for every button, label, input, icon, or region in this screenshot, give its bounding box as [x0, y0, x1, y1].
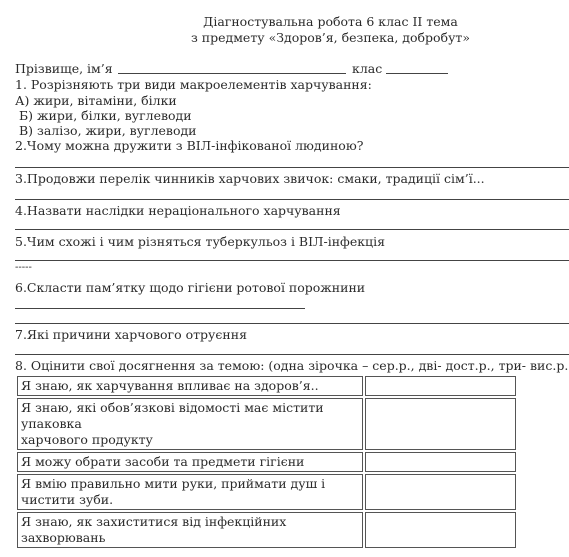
statement-line: упаковка — [21, 416, 82, 431]
name-label: Прізвище, ім’я — [15, 61, 113, 76]
statement-line: Я вмію правильно мити руки, приймати душ і — [21, 476, 326, 491]
class-label: клас — [352, 61, 383, 76]
worksheet-subtitle: з предмету «Здоров’я, безпека, добробут» — [190, 30, 470, 45]
statement-line: Я знаю, як харчування впливає на здоров’я.. — [21, 378, 319, 393]
statement-cell — [17, 398, 363, 450]
table-row — [17, 398, 516, 450]
question-1: 1. Розрізняють три види макроелементів харчування: — [15, 77, 372, 92]
statement-line: Я знаю, які обов’язкові відомості має містити — [21, 400, 324, 415]
answer-line-7[interactable] — [15, 354, 569, 355]
name-field-line[interactable] — [118, 73, 346, 74]
rating-cell[interactable] — [365, 512, 516, 548]
statement-cell — [17, 512, 363, 548]
question-1-option-c: В) залізо, жири, вуглеводи — [19, 123, 197, 138]
question-3: 3.Продовжи перелік чинників харчових звичок: смаки, традиції сім’ї... — [15, 171, 485, 186]
answer-line-3[interactable] — [15, 199, 569, 200]
answer-line-2[interactable] — [15, 167, 569, 168]
statement-line: чистити зуби. — [21, 492, 114, 507]
question-2: 2.Чому можна дружити з ВІЛ-інфікованої людиною? — [15, 138, 364, 153]
rating-cell[interactable] — [365, 398, 516, 450]
question-4: 4.Назвати наслідки нераціонального харчування — [15, 203, 341, 218]
answer-line-5[interactable] — [15, 260, 569, 261]
class-field-line[interactable] — [386, 73, 448, 74]
table-row — [17, 474, 516, 510]
self-assessment-table — [15, 374, 518, 550]
rating-cell[interactable] — [365, 452, 516, 472]
answer-line-6b[interactable] — [15, 323, 569, 324]
statement-line: харчового продукту — [21, 432, 153, 447]
question-7: 7.Які причини харчового отруєння — [15, 327, 247, 342]
question-5: 5.Чим схожі і чим різняться туберкульоз і ВІЛ-інфекція — [15, 234, 385, 249]
statement-line: захворювань — [21, 530, 106, 545]
rating-cell[interactable] — [365, 376, 516, 396]
statement-cell — [17, 376, 363, 396]
answer-line-6a[interactable] — [15, 308, 305, 309]
statement-cell — [17, 452, 363, 472]
table-row — [17, 376, 516, 396]
question-6: 6.Скласти пам’ятку щодо гігієни ротової порожнини — [15, 280, 366, 295]
question-1-option-b: Б) жири, білки, вуглеводи — [19, 108, 192, 123]
statement-cell — [17, 474, 363, 510]
statement-line: Я можу обрати засоби та предмети гігієни — [21, 454, 305, 469]
table-row — [17, 452, 516, 472]
rating-cell[interactable] — [365, 474, 516, 510]
worksheet-title: Діагностувальна робота 6 клас ІІ тема — [203, 14, 458, 29]
answer-dashes-5: ----- — [15, 262, 32, 273]
table-row — [17, 512, 516, 548]
statement-line: Я знаю, як захиститися від інфекційних — [21, 514, 287, 529]
question-1-option-a: А) жири, вітаміни, білки — [15, 93, 177, 108]
answer-line-4[interactable] — [15, 229, 569, 230]
question-8: 8. Оцінити свої досягнення за темою: (одна зірочка – сер.р., дві- дост.р., три- вис.р. — [15, 358, 569, 373]
